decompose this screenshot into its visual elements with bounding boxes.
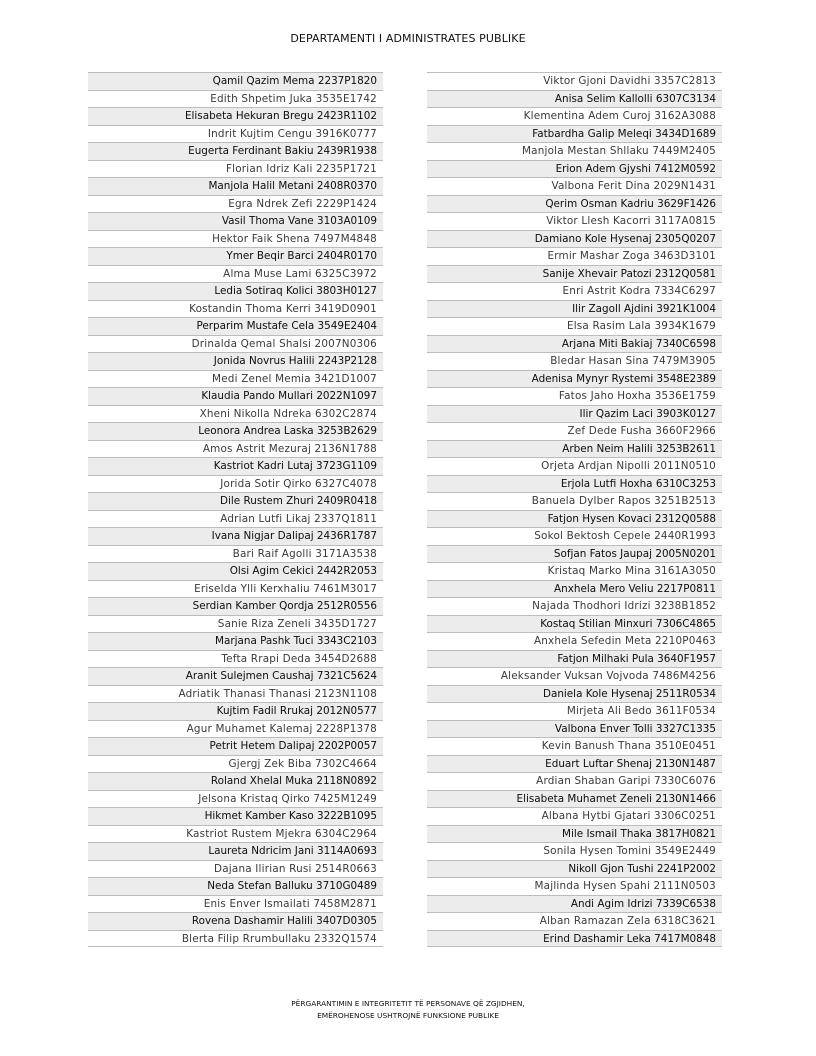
list-item: Olsi Agim Cekici 2442R2053 <box>88 562 383 580</box>
list-item: Hikmet Kamber Kaso 3222B1095 <box>88 807 383 825</box>
list-item: Anxhela Sefedin Meta 2210P0463 <box>427 632 722 650</box>
list-item: Rovena Dashamir Halili 3407D0305 <box>88 912 383 930</box>
list-item: Eduart Luftar Shenaj 2130N1487 <box>427 755 722 773</box>
list-item: Sofjan Fatos Jaupaj 2005N0201 <box>427 545 722 563</box>
list-item: Aleksander Vuksan Vojvoda 7486M4256 <box>427 667 722 685</box>
list-item: Bari Raif Agolli 3171A3538 <box>88 545 383 563</box>
list-item: Jonida Novrus Halili 2243P2128 <box>88 352 383 370</box>
list-item: Kevin Banush Thana 3510E0451 <box>427 737 722 755</box>
list-item: Agur Muhamet Kalemaj 2228P1378 <box>88 720 383 738</box>
list-item: Fatbardha Galip Meleqi 3434D1689 <box>427 125 722 143</box>
list-item: Orjeta Ardjan Nipolli 2011N0510 <box>427 457 722 475</box>
list-item: Egra Ndrek Zefi 2229P1424 <box>88 195 383 213</box>
list-item: Nikoll Gjon Tushi 2241P2002 <box>427 860 722 878</box>
list-item: Alban Ramazan Zela 6318C3621 <box>427 912 722 930</box>
list-item: Kristaq Marko Mina 3161A3050 <box>427 562 722 580</box>
list-item: Elisabeta Muhamet Zeneli 2130N1466 <box>427 790 722 808</box>
list-item: Roland Xhelal Muka 2118N0892 <box>88 772 383 790</box>
list-item: Valbona Enver Tolli 3327C1335 <box>427 720 722 738</box>
list-item: Arjana Miti Bakiaj 7340C6598 <box>427 335 722 353</box>
list-item: Elisabeta Hekuran Bregu 2423R1102 <box>88 107 383 125</box>
list-item: Erjola Lutfi Hoxha 6310C3253 <box>427 475 722 493</box>
list-item: Mirjeta Ali Bedo 3611F0534 <box>427 702 722 720</box>
list-item: Marjana Pashk Tuci 3343C2103 <box>88 632 383 650</box>
list-item: Leonora Andrea Laska 3253B2629 <box>88 422 383 440</box>
list-item: Elsa Rasim Lala 3934K1679 <box>427 317 722 335</box>
list-item: Najada Thodhori Idrizi 3238B1852 <box>427 597 722 615</box>
list-item: Perparim Mustafe Cela 3549E2404 <box>88 317 383 335</box>
list-item: Xheni Nikolla Ndreka 6302C2874 <box>88 405 383 423</box>
left-name-list <box>88 72 383 947</box>
list-item: Qerim Osman Kadriu 3629F1426 <box>427 195 722 213</box>
list-item: Ilir Zagoll Ajdini 3921K1004 <box>427 300 722 318</box>
list-item: Viktor Llesh Kacorri 3117A0815 <box>427 212 722 230</box>
right-name-list <box>427 72 722 947</box>
list-item: Damiano Kole Hysenaj 2305Q0207 <box>427 230 722 248</box>
list-item: Edith Shpetim Juka 3535E1742 <box>88 90 383 108</box>
list-item: Gjergj Zek Biba 7302C4664 <box>88 755 383 773</box>
list-item: Eugerta Ferdinant Bakiu 2439R1938 <box>88 142 383 160</box>
list-item: Anisa Selim Kallolli 6307C3134 <box>427 90 722 108</box>
list-item: Tefta Rrapi Deda 3454D2688 <box>88 650 383 668</box>
list-item: Anxhela Mero Veliu 2217P0811 <box>427 580 722 598</box>
list-item: Adenisa Mynyr Rystemi 3548E2389 <box>427 370 722 388</box>
list-item: Hektor Faik Shena 7497M4848 <box>88 230 383 248</box>
list-item: Aranit Sulejmen Caushaj 7321C5624 <box>88 667 383 685</box>
footer-line-2: EMËROHENOSE USHTROJNË FUNKSIONE PUBLIKE <box>317 1011 499 1020</box>
list-item: Ardian Shaban Garipi 7330C6076 <box>427 772 722 790</box>
list-item: Kostaq Stilian Minxuri 7306C4865 <box>427 615 722 633</box>
list-item: Erion Adem Gjyshi 7412M0592 <box>427 160 722 178</box>
list-item: Serdian Kamber Qordja 2512R0556 <box>88 597 383 615</box>
list-item: Neda Stefan Balluku 3710G0489 <box>88 877 383 895</box>
list-item: Klementina Adem Curoj 3162A3088 <box>427 107 722 125</box>
list-item: Sonila Hysen Tomini 3549E2449 <box>427 842 722 860</box>
list-item: Manjola Mestan Shllaku 7449M2405 <box>427 142 722 160</box>
list-item: Dile Rustem Zhuri 2409R0418 <box>88 492 383 510</box>
list-item: Ymer Beqir Barci 2404R0170 <box>88 247 383 265</box>
list-item: Dajana Ilirian Rusi 2514R0663 <box>88 860 383 878</box>
list-item: Sokol Bektosh Cepele 2440R1993 <box>427 527 722 545</box>
list-item: Laureta Ndricim Jani 3114A0693 <box>88 842 383 860</box>
list-item: Drinalda Qemal Shalsi 2007N0306 <box>88 335 383 353</box>
list-item: Viktor Gjoni Davidhi 3357C2813 <box>427 72 722 90</box>
list-item: Petrit Hetem Dalipaj 2202P0057 <box>88 737 383 755</box>
list-item: Jelsona Kristaq Qirko 7425M1249 <box>88 790 383 808</box>
list-item: Bledar Hasan Sina 7479M3905 <box>427 352 722 370</box>
list-item: Daniela Kole Hysenaj 2511R0534 <box>427 685 722 703</box>
list-item: Eriselda Ylli Kerxhaliu 7461M3017 <box>88 580 383 598</box>
list-item: Sanie Riza Zeneli 3435D1727 <box>88 615 383 633</box>
list-item: Jorida Sotir Qirko 6327C4078 <box>88 475 383 493</box>
list-item: Sanije Xhevair Patozi 2312Q0581 <box>427 265 722 283</box>
list-item: Fatjon Milhaki Pula 3640F1957 <box>427 650 722 668</box>
list-item: Albana Hytbi Gjatari 3306C0251 <box>427 807 722 825</box>
list-item: Ilir Qazim Laci 3903K0127 <box>427 405 722 423</box>
list-item: Fatjon Hysen Kovaci 2312Q0588 <box>427 510 722 528</box>
list-item: Qamil Qazim Mema 2237P1820 <box>88 72 383 90</box>
list-item: Klaudia Pando Mullari 2022N1097 <box>88 387 383 405</box>
list-item: Manjola Halil Metani 2408R0370 <box>88 177 383 195</box>
list-item: Adriatik Thanasi Thanasi 2123N1108 <box>88 685 383 703</box>
list-item: Majlinda Hysen Spahi 2111N0503 <box>427 877 722 895</box>
list-item: Adrian Lutfi Likaj 2337Q1811 <box>88 510 383 528</box>
list-item: Enri Astrit Kodra 7334C6297 <box>427 282 722 300</box>
list-item: Amos Astrit Mezuraj 2136N1788 <box>88 440 383 458</box>
list-item: Medi Zenel Memia 3421D1007 <box>88 370 383 388</box>
list-item: Kastriot Kadri Lutaj 3723G1109 <box>88 457 383 475</box>
list-item: Kastriot Rustem Mjekra 6304C2964 <box>88 825 383 843</box>
list-item: Arben Neim Halili 3253B2611 <box>427 440 722 458</box>
list-item: Ermir Mashar Zoga 3463D3101 <box>427 247 722 265</box>
list-item: Andi Agim Idrizi 7339C6538 <box>427 895 722 913</box>
list-item: Indrit Kujtim Cengu 3916K0777 <box>88 125 383 143</box>
list-item: Zef Dede Fusha 3660F2966 <box>427 422 722 440</box>
list-item: Ivana Nigjar Dalipaj 2436R1787 <box>88 527 383 545</box>
list-item: Mile Ismail Thaka 3817H0821 <box>427 825 722 843</box>
footer-line-1: PËRGARANTIMIN E INTEGRITETIT TË PERSONAVE QË ZGJIDHEN, <box>291 999 525 1008</box>
list-item: Vasil Thoma Vane 3103A0109 <box>88 212 383 230</box>
list-item: Blerta Filip Rrumbullaku 2332Q1574 <box>88 930 383 948</box>
list-item: Ledia Sotiraq Kolici 3803H0127 <box>88 282 383 300</box>
list-item: Florian Idriz Kali 2235P1721 <box>88 160 383 178</box>
list-item: Alma Muse Lami 6325C3972 <box>88 265 383 283</box>
list-item: Kostandin Thoma Kerri 3419D0901 <box>88 300 383 318</box>
page-title: DEPARTAMENTI I ADMINISTRATES PUBLIKE <box>290 32 526 45</box>
page-footer <box>0 998 816 1022</box>
list-item: Banuela Dylber Rapos 3251B2513 <box>427 492 722 510</box>
list-item: Fatos Jaho Hoxha 3536E1759 <box>427 387 722 405</box>
list-item: Enis Enver Ismailati 7458M2871 <box>88 895 383 913</box>
list-item: Erind Dashamir Leka 7417M0848 <box>427 930 722 948</box>
list-item: Valbona Ferit Dina 2029N1431 <box>427 177 722 195</box>
list-item: Kujtim Fadil Rrukaj 2012N0577 <box>88 702 383 720</box>
